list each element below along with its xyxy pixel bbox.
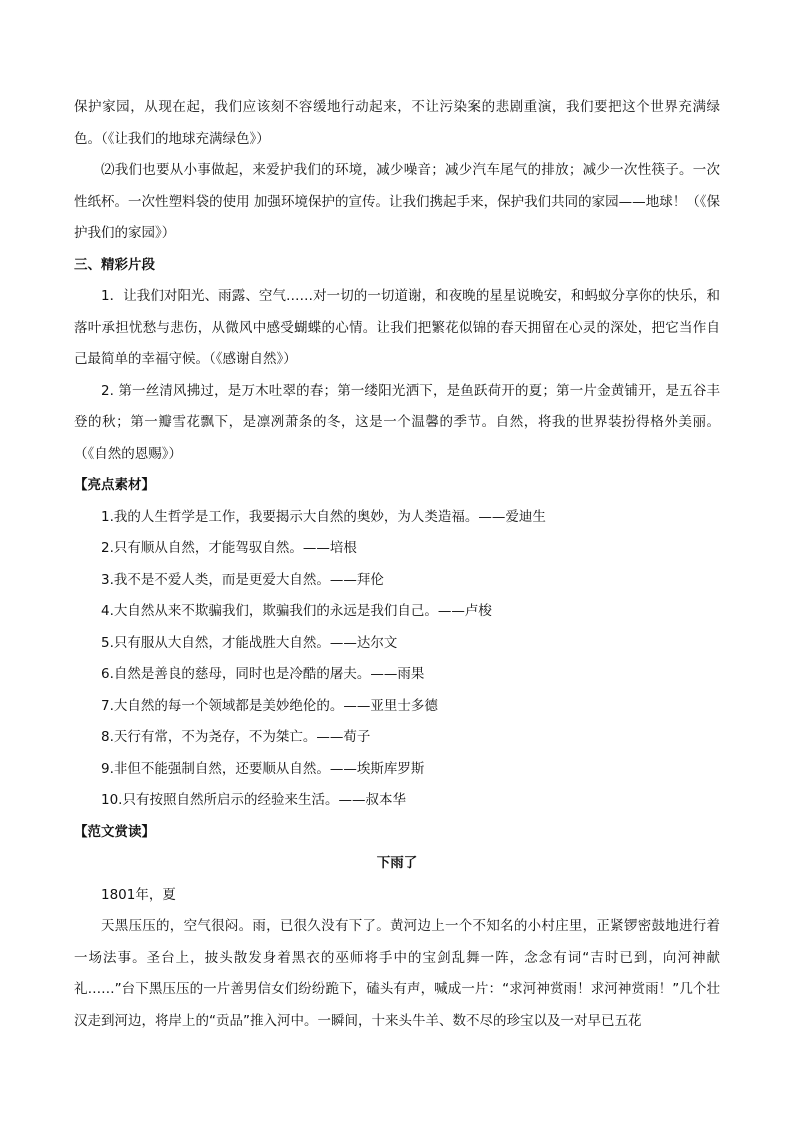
paragraph-protect-home: ⑵我们也要从小事做起，来爱护我们的环境，减少噪音；减少汽车尾气的排放；减少一次性筷子。一次性纸杯。一次性塑料袋的使用 加强环境保护的宣传。让我们携起手来，保护我们共同的家园——地球！（《保护我们的家园》） xyxy=(74,162,720,241)
document-content xyxy=(74,92,720,1037)
excerpt-item: 1．让我们对阳光、雨露、空气……对一切的一切道谢，和夜晚的星星说晚安，和蚂蚁分享你的快乐，和落叶承担忧愁与悲伤，从微风中感受蝴蝶的心情。让我们把繁花似锦的春天拥留在心灵的深处，把它当作自己最简单的幸福守候。（《感谢自然》） xyxy=(74,288,720,367)
quote-item: 2.只有顺从自然，才能驾驭自然。——培根 xyxy=(101,540,357,556)
excerpt-item: 2. 第一丝清风拂过，是万木吐翠的春；第一缕阳光洒下，是鱼跃荷开的夏；第一片金黄铺开，是五谷丰登的秋；第一瓣雪花飘下，是凛冽萧条的冬，这是一个温馨的季节。自然，将我的世界装扮得格外美丽。（《自然的恩赐》） xyxy=(74,382,720,462)
essay-dateline: 1801年，夏 xyxy=(101,886,176,903)
quote-item: 10.只有按照自然所启示的经验来生活。——叔本华 xyxy=(101,792,406,808)
paragraph-green-earth: 保护家园，从现在起，我们应该刻不容缓地行动起来，不让污染案的悲剧重演，我们要把这个世界充满绿色。（《让我们的地球充满绿色》） xyxy=(74,99,720,147)
section-heading-excerpts: 三、精彩片段 xyxy=(74,256,155,273)
essay-title: 下雨了 xyxy=(376,855,418,871)
quote-item: 1.我的人生哲学是工作，我要揭示大自然的奥妙，为人类造福。——爱迪生 xyxy=(101,508,546,525)
quote-item: 6.自然是善良的慈母，同时也是冷酷的屠夫。——雨果 xyxy=(101,666,425,682)
section-heading-model-essay: 【范文赏读】 xyxy=(74,823,155,840)
quote-item: 8.天行有常，不为尧存，不为桀亡。——荀子 xyxy=(101,729,371,745)
quote-item: 9.非但不能强制自然，还要顺从自然。——埃斯库罗斯 xyxy=(101,760,425,777)
quote-item: 4.大自然从来不欺骗我们，欺骗我们的永远是我们自己。——卢梭 xyxy=(101,603,492,619)
section-heading-highlights: 【亮点素材】 xyxy=(74,477,155,493)
quote-item: 3.我不是不爱人类，而是更爱大自然。——拜伦 xyxy=(101,571,384,588)
essay-body: 天黑压压的，空气很闷。雨，已很久没有下了。黄河边上一个不知名的小村庄里，正紧锣密鼓地进行着一场法事。圣台上，披头散发身着黑衣的巫师将手中的宝剑乱舞一阵，念念有词“吉时已到，向河神献礼……”台下黑压压的一片善男信女们纷纷跪下，磕头有声，喊成一片：“求河神赏雨！求河神赏雨！”几个壮汉走到河边，将岸上的“贡品”推入河中。一瞬间，十来头牛羊、数不尽的珍宝以及一对早已五花 xyxy=(74,918,720,1029)
quote-item: 5.只有服从大自然，才能战胜大自然。——达尔文 xyxy=(101,634,398,651)
quote-item: 7.大自然的每一个领域都是美妙绝伦的。——亚里士多德 xyxy=(101,697,438,714)
